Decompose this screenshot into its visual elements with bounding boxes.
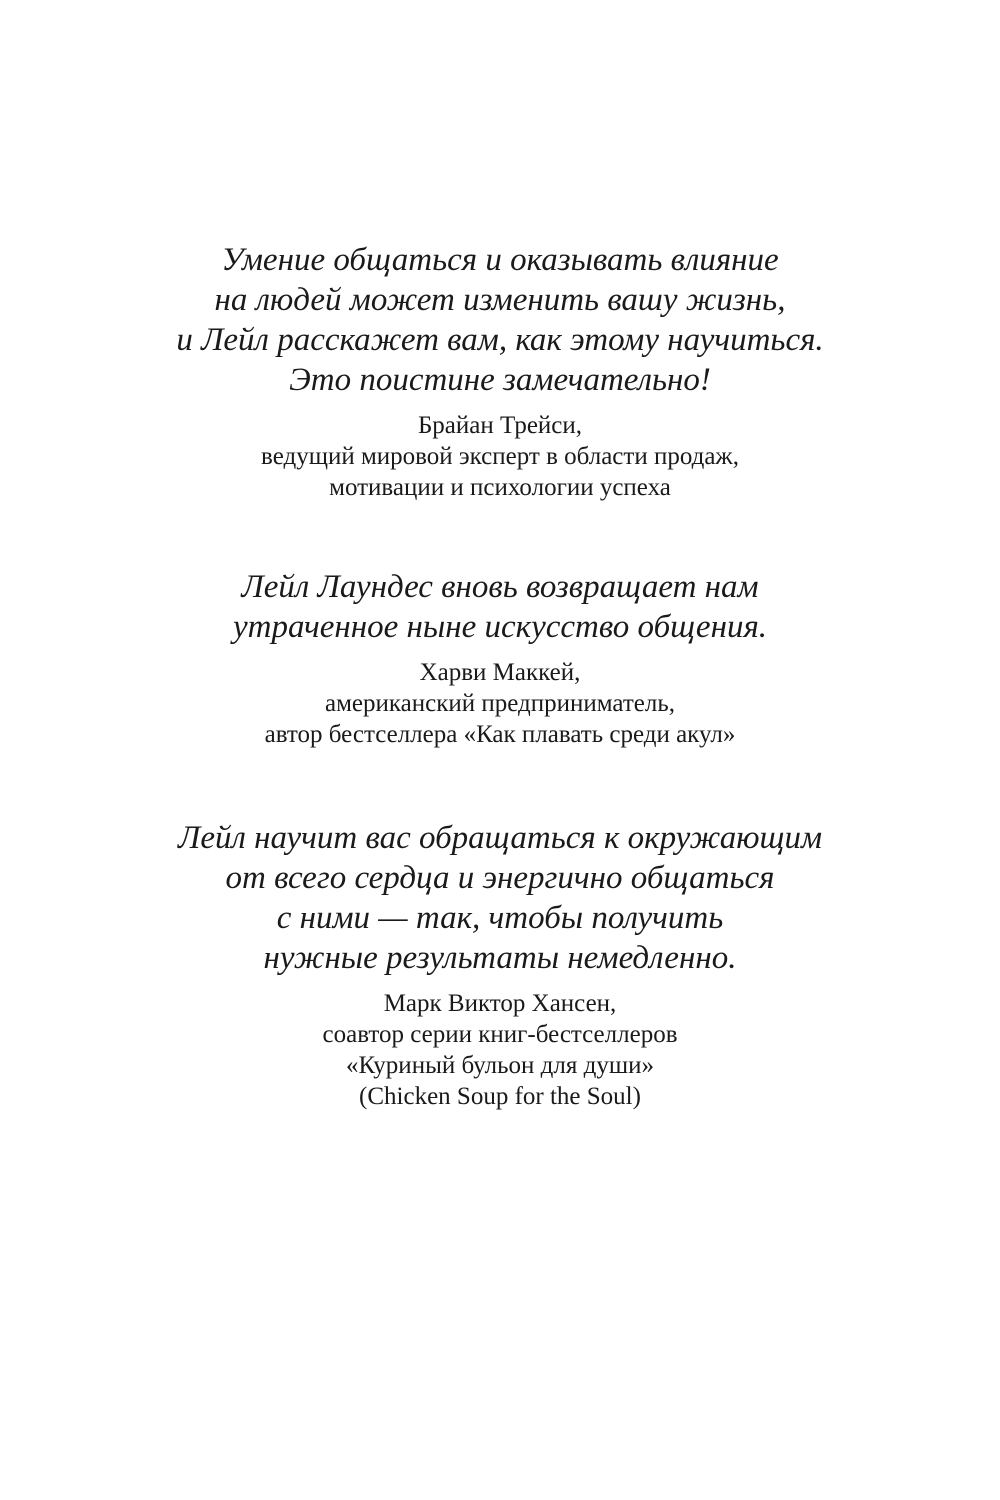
quote-line: Умение общаться и оказывать влияние	[221, 242, 779, 278]
quote-line: от всего сердца и энергично общаться	[225, 860, 775, 896]
endorsement-blurb	[100, 240, 900, 503]
endorsement-quote	[100, 818, 900, 978]
attribution-line: мотивации и психологии успеха	[329, 474, 671, 501]
endorsement-blurb	[100, 818, 900, 1112]
quote-line: и Лейл расскажет вам, как этому научиться.	[176, 322, 824, 358]
quote-line: Это поистине замечательно!	[289, 362, 711, 398]
quote-line: Лейл Лаундес вновь возвращает нам	[241, 569, 759, 605]
endorsement-quote	[100, 567, 900, 647]
quote-line: Лейл научит вас обращаться к окружающим	[177, 820, 823, 856]
attribution-line: ведущий мировой эксперт в области продаж,	[261, 443, 739, 470]
endorsement-attribution	[100, 410, 900, 503]
attribution-line: автор бестселлера «Как плавать среди акул»	[264, 721, 736, 748]
attribution-line: (Chicken Soup for the Soul)	[359, 1083, 641, 1110]
quote-line: с ними — так, чтобы получить	[276, 900, 724, 936]
quote-line: нужные результаты немедленно.	[263, 940, 737, 976]
endorsement-quote	[100, 240, 900, 400]
attribution-line: американский предприниматель,	[324, 690, 675, 717]
quote-line: утраченное ныне искусство общения.	[232, 609, 768, 645]
endorsement-attribution	[100, 657, 900, 750]
attribution-author: Марк Виктор Хансен,	[383, 990, 617, 1017]
attribution-author: Харви Маккей,	[419, 659, 581, 686]
attribution-line: «Куриный бульон для души»	[346, 1052, 654, 1079]
attribution-author: Брайан Трейси,	[417, 412, 583, 439]
attribution-line: соавтор серии книг-бестселлеров	[322, 1021, 678, 1048]
endorsement-attribution	[100, 988, 900, 1112]
quote-line: на людей может изменить вашу жизнь,	[214, 282, 786, 318]
endorsement-blurb	[100, 567, 900, 750]
